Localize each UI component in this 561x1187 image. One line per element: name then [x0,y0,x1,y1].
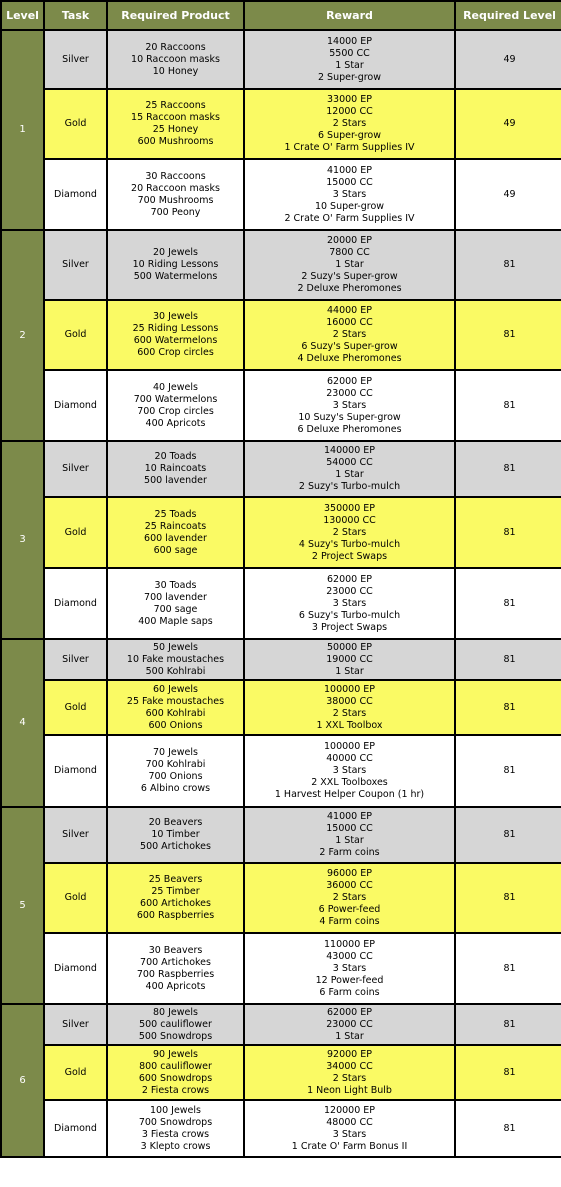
table-row [2,301,561,369]
reward-line: 19000 CC [326,653,373,665]
product-line: 15 Raccoon masks [131,112,220,123]
required-product-cell [108,569,243,638]
reward-line: 1 Star [335,835,364,846]
reward-line: 110000 EP [323,938,376,950]
required-level-cell: 81 [456,1101,561,1156]
reward-line: 96000 EP [327,868,372,879]
product-line: 70 Jewels [153,747,198,758]
reward-line: 10 Super-grow [314,200,385,212]
product-line: 400 Maple saps [138,615,213,627]
reward-cell [245,808,454,862]
reward-line: 6 Suzy's Turbo-mulch [298,609,401,621]
table-row [2,681,561,734]
product-line: 25 Raincoats [144,520,207,532]
task-cell: Diamond [45,569,106,638]
product-line: 10 Raincoats [144,463,207,474]
table-row [2,371,561,440]
product-line: 25 Toads [154,508,197,520]
task-cell: Silver [45,231,106,299]
product-line: 700 sage [153,603,198,615]
product-line: 500 Watermelons [133,271,218,282]
required-level-cell: 81 [456,864,561,932]
reward-cell [245,864,454,932]
reward-line: 4 Deluxe Pheromones [297,353,402,364]
level-cell: 1 [2,31,43,229]
reward-line: 38000 CC [326,695,373,707]
reward-line: 2 Suzy's Super-grow [301,271,398,282]
task-cell: Gold [45,301,106,369]
header-row [2,2,561,29]
header-reward: Reward [245,2,454,29]
task-cell: Diamond [45,160,106,229]
product-line: 25 Fake moustaches [126,695,225,707]
product-line: 25 Timber [151,886,200,897]
product-line: 500 Kohlrabi [145,665,206,677]
product-line: 600 Mushrooms [137,136,214,147]
reward-line: 1 Neon Light Bulb [307,1084,392,1096]
table-row [2,231,561,299]
level-cell: 5 [2,808,43,1003]
reward-line: 2 Farm coins [319,847,380,858]
reward-line: 14000 EP [327,35,372,47]
table-row [2,1046,561,1099]
product-line: 30 Jewels [153,311,198,322]
required-product-cell [108,498,243,567]
reward-line: 4 Suzy's Turbo-mulch [298,538,401,550]
reward-line: 40000 CC [326,753,373,764]
header-level: Level [2,2,43,29]
reward-line: 1 Crate O' Farm Supplies IV [284,142,415,153]
product-line: 100 Jewels [149,1104,201,1116]
table-body [2,31,561,1156]
required-level-cell: 81 [456,231,561,299]
reward-line: 34000 CC [326,1060,373,1072]
reward-line: 2 Stars [332,118,367,129]
product-line: 20 Raccoons [145,41,206,53]
required-product-cell [108,442,243,496]
reward-line: 2 Stars [332,707,367,719]
product-line: 50 Jewels [153,641,198,653]
reward-line: 41000 EP [327,164,372,176]
table-header [2,2,561,29]
required-level-cell: 81 [456,640,561,679]
required-product-cell [108,160,243,229]
required-level-cell: 81 [456,442,561,496]
product-line: 20 Raccoon masks [131,182,220,194]
required-product-cell [108,736,243,806]
required-product-cell [108,301,243,369]
product-line: 600 Watermelons [133,335,218,346]
required-level-cell: 81 [456,681,561,734]
required-product-cell [108,864,243,932]
task-cell: Gold [45,864,106,932]
level-cell: 3 [2,442,43,638]
reward-cell [245,640,454,679]
reward-line: 1 Star [335,259,364,270]
product-line: 30 Raccoons [145,170,206,182]
required-level-cell: 81 [456,371,561,440]
product-line: 10 Raccoon masks [131,53,220,65]
required-level-cell: 81 [456,1005,561,1044]
product-line: 500 Artichokes [140,841,211,852]
reward-cell [245,160,454,229]
product-line: 700 Peony [150,206,201,218]
reward-cell [245,1005,454,1044]
product-line: 600 Artichokes [140,898,211,909]
product-line: 700 Artichokes [140,956,211,968]
task-cell: Gold [45,498,106,567]
product-line: 20 Beavers [148,817,203,828]
product-line: 25 Beavers [148,874,203,885]
table-row [2,934,561,1003]
reward-cell [245,569,454,638]
task-cell: Diamond [45,736,106,806]
reward-line: 62000 EP [327,375,372,387]
reward-line: 2 Project Swaps [311,550,388,562]
reward-cell [245,442,454,496]
reward-cell [245,934,454,1003]
required-level-cell: 81 [456,808,561,862]
product-line: 10 Riding Lessons [132,259,219,270]
reward-line: 50000 EP [327,641,372,653]
product-line: 90 Jewels [153,1048,198,1060]
reward-line: 12 Power-feed [315,974,384,986]
reward-cell [245,498,454,567]
reward-line: 6 Power-feed [318,904,381,915]
reward-line: 3 Stars [332,399,367,411]
table-row [2,1101,561,1156]
reward-cell [245,681,454,734]
table-row [2,160,561,229]
product-line: 20 Toads [154,451,197,462]
table-row [2,31,561,88]
reward-line: 1 Star [335,469,364,480]
table-row [2,864,561,932]
reward-line: 23000 CC [326,1018,373,1030]
reward-line: 44000 EP [327,305,372,316]
required-level-cell: 49 [456,31,561,88]
table-row [2,90,561,158]
product-line: 700 Raspberries [136,968,215,980]
task-cell: Gold [45,681,106,734]
product-line: 10 Honey [152,65,199,77]
reward-line: 6 Suzy's Super-grow [301,341,398,352]
reward-cell [245,90,454,158]
reward-line: 16000 CC [326,317,373,328]
product-line: 25 Raccoons [145,100,206,111]
reward-line: 23000 CC [326,585,373,597]
product-line: 30 Beavers [148,944,203,956]
reward-line: 1 Star [335,1030,364,1042]
reward-line: 3 Stars [332,188,367,200]
reward-cell [245,301,454,369]
product-line: 600 Snowdrops [138,1072,213,1084]
reward-line: 15000 CC [326,176,373,188]
task-cell: Silver [45,808,106,862]
product-line: 3 Klepto crows [140,1140,211,1152]
product-line: 700 Snowdrops [138,1116,213,1128]
required-product-cell [108,640,243,679]
required-level-cell: 81 [456,301,561,369]
product-line: 60 Jewels [153,683,198,695]
header-required-product: Required Product [108,2,243,29]
reward-line: 41000 EP [327,811,372,822]
reward-line: 36000 CC [326,880,373,891]
product-line: 25 Riding Lessons [132,323,219,334]
required-product-cell [108,1101,243,1156]
reward-line: 62000 EP [327,573,372,585]
reward-line: 1 Crate O' Farm Bonus II [291,1140,408,1152]
product-line: 80 Jewels [153,1006,198,1018]
product-line: 700 Onions [148,771,203,782]
reward-line: 1 Star [335,665,364,677]
reward-line: 130000 CC [323,514,376,526]
reward-line: 43000 CC [326,950,373,962]
reward-line: 100000 EP [323,683,376,695]
task-cell: Gold [45,90,106,158]
reward-line: 3 Stars [332,597,367,609]
reward-line: 140000 EP [323,445,376,456]
table-row [2,808,561,862]
product-line: 600 Raspberries [136,910,215,921]
reward-cell [245,736,454,806]
header-task: Task [45,2,106,29]
table-row [2,498,561,567]
reward-line: 120000 EP [323,1104,376,1116]
reward-line: 2 Crate O' Farm Supplies IV [284,212,415,224]
reward-line: 2 Suzy's Turbo-mulch [298,481,401,492]
reward-line: 7800 CC [329,247,370,258]
task-cell: Diamond [45,934,106,1003]
required-product-cell [108,371,243,440]
reward-line: 3 Stars [332,962,367,974]
table-row [2,736,561,806]
product-line: 700 Mushrooms [137,194,214,206]
required-product-cell [108,808,243,862]
reward-line: 4 Farm coins [319,916,380,927]
product-line: 700 lavender [144,591,207,603]
reward-cell [245,371,454,440]
required-product-cell [108,90,243,158]
table-row [2,640,561,679]
required-level-cell: 81 [456,736,561,806]
required-product-cell [108,1046,243,1099]
product-line: 6 Albino crows [140,783,211,794]
product-line: 600 Crop circles [137,347,214,358]
product-line: 400 Apricots [145,417,206,429]
reward-cell [245,1101,454,1156]
reward-line: 92000 EP [327,1048,372,1060]
reward-line: 3 Project Swaps [311,621,388,633]
product-line: 700 Watermelons [133,393,218,405]
reward-line: 15000 CC [326,823,373,834]
reward-line: 1 Star [335,59,364,71]
product-line: 700 Crop circles [137,405,214,417]
reward-line: 2 XXL Toolboxes [311,777,388,788]
reward-line: 10 Suzy's Super-grow [298,411,401,423]
reward-line: 62000 EP [327,1006,372,1018]
product-line: 20 Jewels [153,247,198,258]
reward-line: 2 Super-grow [317,71,382,83]
reward-line: 2 Deluxe Pheromones [297,283,402,294]
required-level-cell: 49 [456,160,561,229]
task-cell: Silver [45,1005,106,1044]
product-line: 600 Kohlrabi [145,707,206,719]
required-level-cell: 81 [456,1046,561,1099]
reward-line: 3 Stars [332,1128,367,1140]
product-line: 10 Timber [151,829,200,840]
required-product-cell [108,231,243,299]
reward-line: 2 Stars [332,526,367,538]
product-line: 30 Toads [154,579,197,591]
reward-line: 2 Stars [332,1072,367,1084]
product-line: 500 lavender [144,475,207,486]
task-cell: Silver [45,31,106,88]
product-line: 400 Apricots [145,980,206,992]
reward-line: 2 Stars [332,892,367,903]
reward-line: 12000 CC [326,106,373,117]
reward-line: 1 XXL Toolbox [316,719,383,731]
level-cell: 2 [2,231,43,440]
task-cell: Silver [45,442,106,496]
reward-line: 1 Harvest Helper Coupon (1 hr) [274,789,425,800]
product-line: 40 Jewels [153,381,198,393]
required-product-cell [108,1005,243,1044]
reward-line: 23000 CC [326,387,373,399]
required-product-cell [108,681,243,734]
task-cell: Gold [45,1046,106,1099]
product-line: 25 Honey [152,124,199,135]
required-product-cell [108,31,243,88]
reward-line: 54000 CC [326,457,373,468]
product-line: 500 cauliflower [139,1018,212,1030]
reward-cell [245,231,454,299]
table-row [2,442,561,496]
reward-line: 5500 CC [329,47,370,59]
product-line: 800 cauliflower [139,1060,212,1072]
required-level-cell: 81 [456,934,561,1003]
product-line: 600 Onions [148,719,203,731]
table-row [2,569,561,638]
required-product-cell [108,934,243,1003]
header-required-level: Required Level [456,2,561,29]
reward-cell [245,1046,454,1099]
required-level-cell: 49 [456,90,561,158]
product-line: 10 Fake moustaches [126,653,225,665]
product-line: 600 sage [153,544,198,556]
reward-line: 100000 EP [323,741,376,752]
required-level-cell: 81 [456,569,561,638]
task-cell: Silver [45,640,106,679]
reward-line: 20000 EP [327,235,372,246]
reward-line: 6 Super-grow [317,130,382,141]
product-line: 700 Kohlrabi [145,759,206,770]
reward-line: 3 Stars [332,765,367,776]
reward-line: 48000 CC [326,1116,373,1128]
reward-cell [245,31,454,88]
reward-line: 6 Farm coins [319,986,380,998]
table-row [2,1005,561,1044]
reward-line: 33000 EP [327,94,372,105]
reward-line: 2 Stars [332,329,367,340]
required-level-cell: 81 [456,498,561,567]
product-line: 500 Snowdrops [138,1030,213,1042]
reward-line: 350000 EP [323,502,376,514]
product-line: 2 Fiesta crows [141,1084,210,1096]
product-line: 3 Fiesta crows [141,1128,210,1140]
level-cell: 4 [2,640,43,806]
task-cell: Diamond [45,1101,106,1156]
level-cell: 6 [2,1005,43,1156]
reward-line: 6 Deluxe Pheromones [297,423,402,435]
product-line: 600 lavender [144,532,207,544]
task-cell: Diamond [45,371,106,440]
